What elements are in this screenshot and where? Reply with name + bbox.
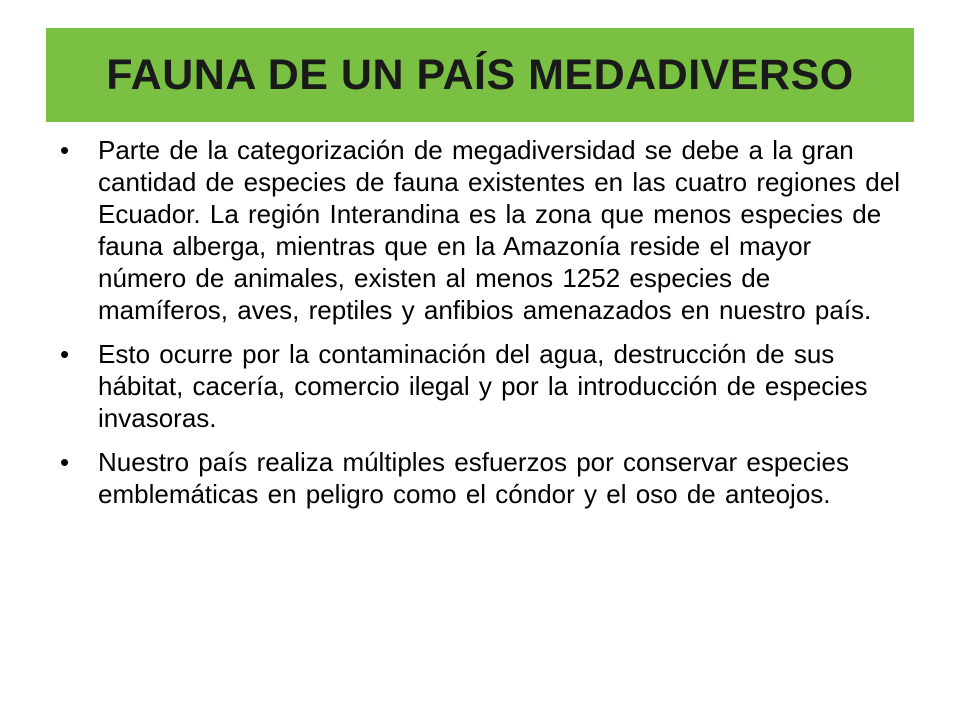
bullet-text: Parte de la categorización de megadiversidad se debe a la gran cantidad de especies de fauna existentes en las cuatro regiones del Ecuador. La región Interandina es la zona que menos especies de fauna alberga, mientras que en la Amazonía reside el mayor número de animales, existen al menos 1252 especies de mamíferos, aves, reptiles y anfibios amenazados en nuestro país. — [98, 135, 900, 325]
bullet-text: Nuestro país realiza múltiples esfuerzos por conservar especies emblemáticas en peligro como el cóndor y el oso de anteojos. — [98, 447, 850, 509]
bullet-text: Esto ocurre por la contaminación del agua, destrucción de sus hábitat, cacería, comercio ilegal y por la introducción de especies invasoras. — [98, 339, 868, 433]
bullet-item-3 — [58, 446, 908, 510]
title-bar — [46, 28, 914, 122]
bullet-item-1 — [58, 134, 908, 326]
slide-title: FAUNA DE UN PAÍS MEDADIVERSO — [106, 50, 854, 99]
bullet-dot-icon: • — [60, 135, 70, 165]
bullet-dot-icon: • — [60, 447, 70, 477]
bullet-dot-icon: • — [60, 339, 70, 369]
bullet-item-2 — [58, 338, 908, 434]
bullet-list — [58, 134, 908, 522]
